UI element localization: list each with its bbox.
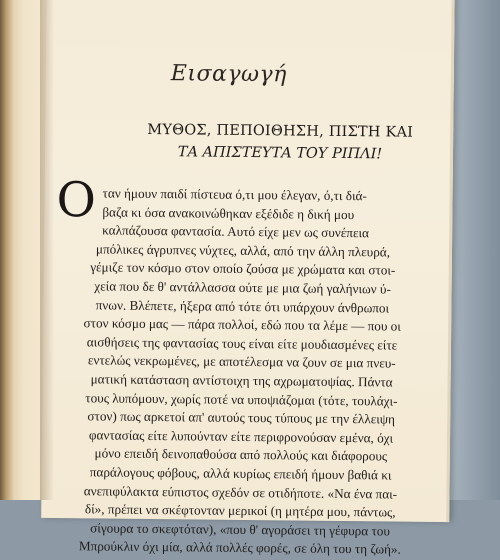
body-line: παράλογους φόβους, αλλά κυρίως επειδή ήμουν βαθιά κι: [89, 464, 392, 483]
section-heading-line-1: ΜΥΘΟΣ, ΠΕΠΟΙΘΗΣΗ, ΠΙΣΤΗ ΚΑΙ: [147, 121, 414, 141]
body-paragraph: [55, 184, 429, 560]
body-line: μόνο επειδή δεινοπαθούσα από πολλούς και διάφορους: [94, 445, 388, 464]
drop-cap: Ο: [56, 171, 97, 229]
body-line: ταν ήμουν παιδί πίστευα ό,τι μου έλεγαν, ό,τι διά-: [102, 185, 367, 204]
body-line: Μπρούκλιν όχι μία, αλλά πολλές φορές, σε όλη του τη ζωή».: [78, 538, 401, 557]
section-heading: [120, 119, 440, 166]
body-line: ανεπιφύλακτα εύπιστος σχεδόν σε οτιδήποτε. «Να ένα παι-: [83, 482, 398, 502]
body-line: στον κόσμο μας — πάρα πολλοί, εδώ που τα λέμε — που οι: [83, 315, 401, 334]
page-edge: [446, 0, 455, 522]
gutter-shadow: [40, 0, 54, 500]
body-line: βαζα κι όσα ανακοινώθηκαν εξέδιδε η δική μου: [102, 204, 355, 222]
section-heading-line-2: ΤΑ ΑΠΙΣΤΕΥΤΑ ΤΟΥ ΡΙΠΛΙ!: [177, 144, 383, 163]
chapter-title: Εισαγωγή: [170, 61, 287, 88]
body-line: σίγουρα το σκεφτόταν), «που θ' αγοράσει τη γέφυρα του: [90, 520, 391, 539]
body-line: καλπάζουσα φαντασία. Αυτό είχε μεν ως συνέπεια: [102, 222, 370, 241]
body-line: πνων. Βλέπετε, ήξερα από τότε ότι υπάρχουν άνθρωποι: [95, 296, 390, 316]
book-page: [41, 0, 455, 557]
body-line: μπόλικες άγρυπνες νύχτες, αλλά, από την άλλη πλευρά,: [95, 241, 391, 260]
body-line: ματική κατάσταση αντίστοιχη της αχρωματοψίας. Πάντα: [90, 371, 393, 390]
body-line: στον) πως αρκετοί απ' αυτούς τους τύπους με την έλλειψη: [87, 408, 396, 427]
body-line: χεία που δε θ' αντάλλασσα ούτε με μια ζωή γαλήνιων ύ-: [94, 278, 391, 297]
body-line: δί», πρέπει να σκέφτονταν μερικοί (η μητέρα μου, πάντως,: [84, 501, 396, 520]
body-line: τους λυπόμουν, χωρίς ποτέ να υποψιάζομαι (τότε, τουλάχι-: [85, 389, 398, 409]
body-line: γέμιζε τον κόσμο στον οποίο ζούσα με χρώματα και στοι-: [90, 259, 396, 278]
body-line: εντελώς νεκρωμένες, με αποτέλεσμα να ζουν σε μια πνευ-: [87, 352, 396, 371]
body-line: αισθήσεις της φαντασίας τους είναι είτε μουδιασμένες είτε: [86, 334, 398, 353]
body-line: φαντασίας είτε λυπούνταν είτε περιφρονούσαν εμένα, όχι: [88, 427, 394, 446]
